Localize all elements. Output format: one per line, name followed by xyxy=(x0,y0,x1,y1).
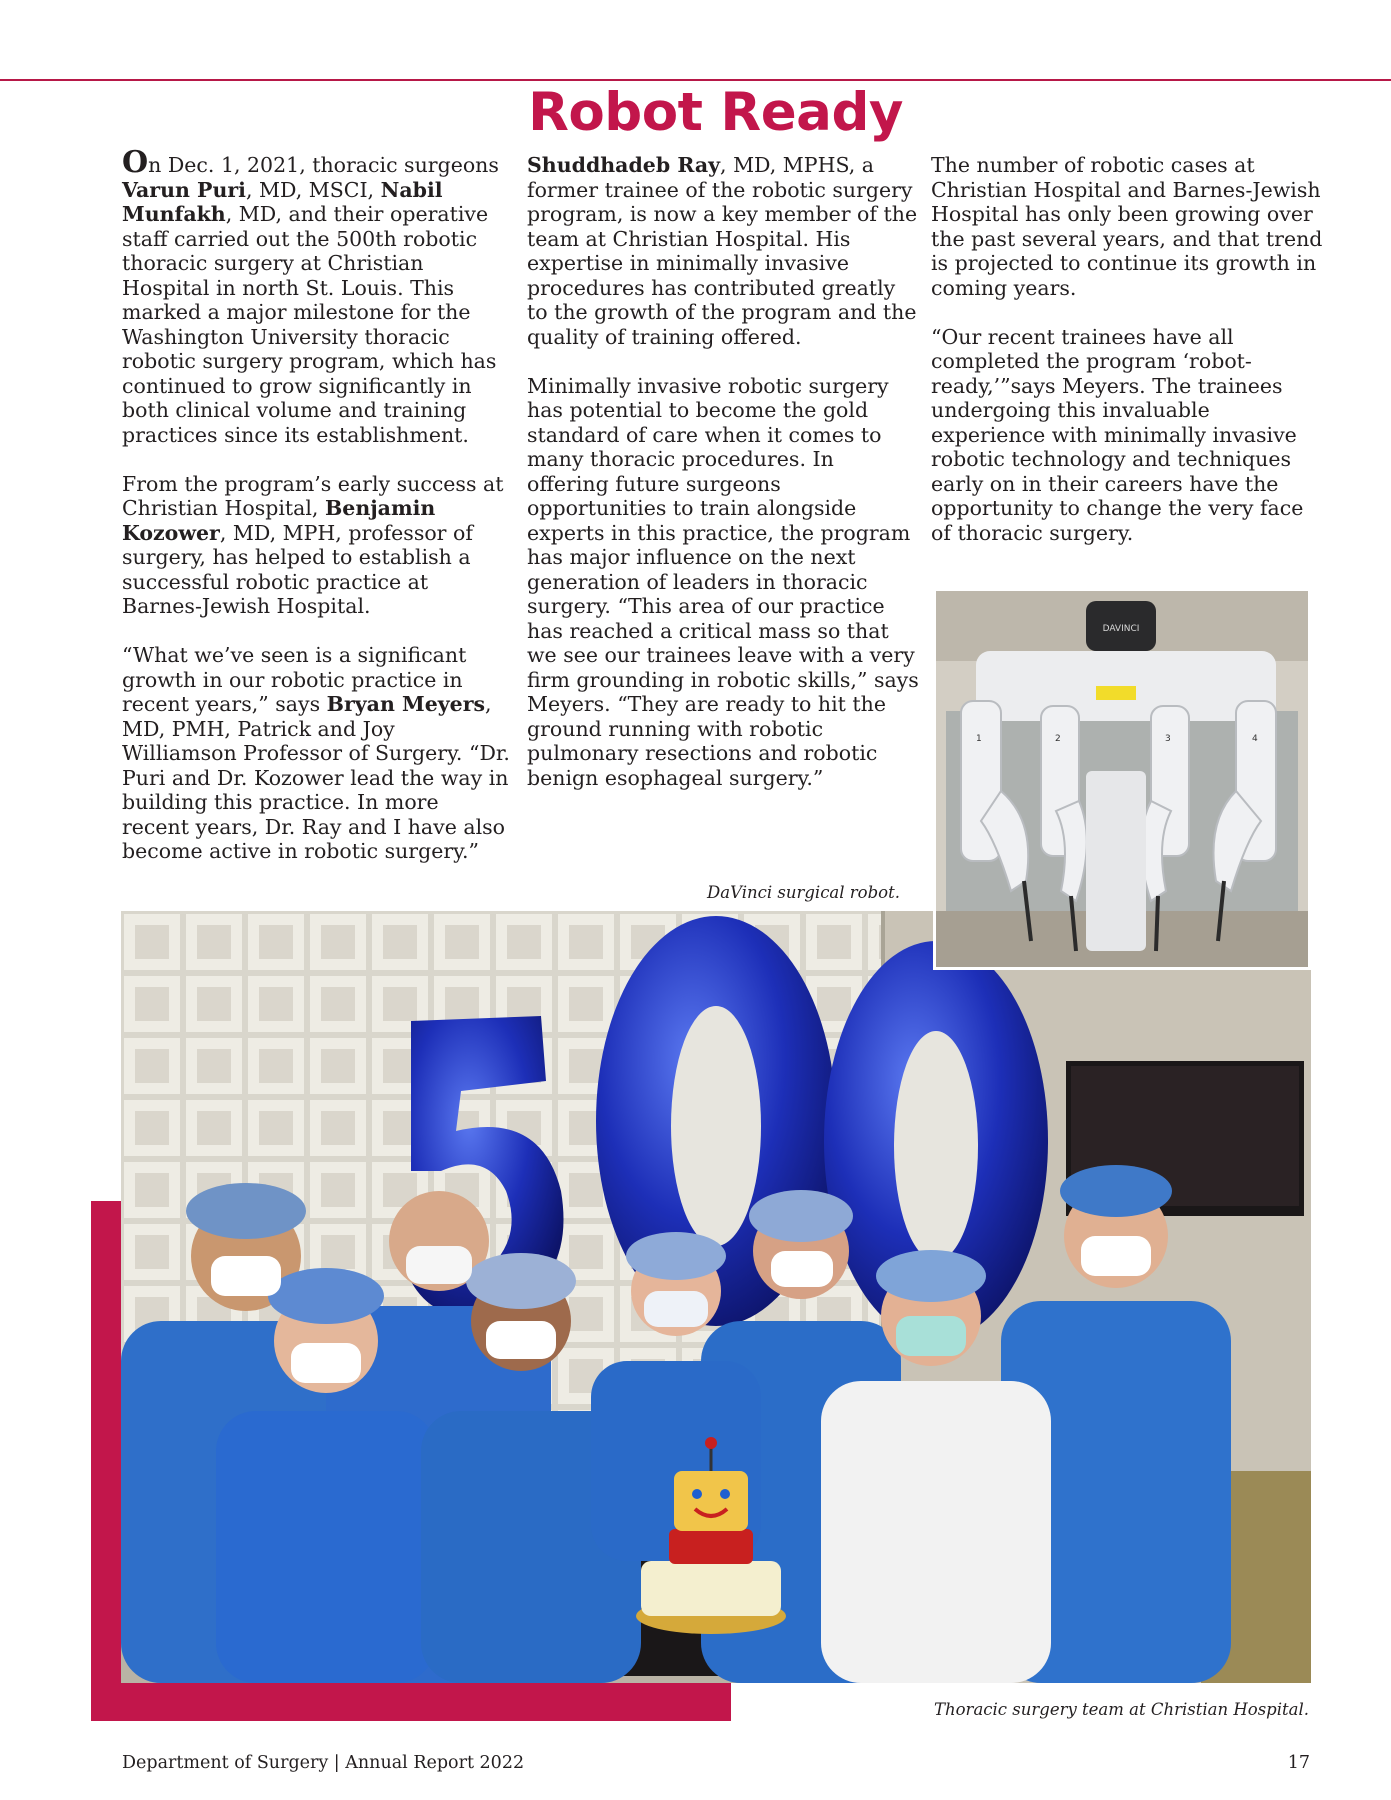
col3-paragraph-2: “Our recent trainees have all completed the program ‘robot-ready,’”says Meyers. The trainees undergoing this invaluable experience with minimally invasive robotic technology and techniques early on in their careers have the opportunity to change the very face of thoracic surgery. xyxy=(931,324,1304,545)
col2-paragraph-1: Shuddhadeb Ray, MD, MPHS, a former trainee of the robotic surgery program, is now a key member of the team at Christian Hospital. His expertise in minimally invasive procedures has contributed greatly to the growth of the program and the quality of training offered. xyxy=(527,153,918,349)
team-photo xyxy=(121,911,1311,1683)
col1-paragraph-2: From the program’s early success at Christian Hospital, Benjamin Kozower, MD, MPH, professor of surgery, has helped to establish a successful robotic practice at Barnes-Jewish Hospital. xyxy=(122,471,504,618)
robot-brand-label: DAVINCI xyxy=(1102,624,1140,634)
top-rule xyxy=(0,79,1391,81)
footer-publication: Department of Surgery | Annual Report 2022 xyxy=(122,1753,525,1773)
robot-arm-3: 3 xyxy=(1165,734,1171,744)
col3-paragraph-1: The number of robotic cases at Christian Hospital and Barnes-Jewish Hospital has only been growing over the past several years, and that trend is projected to continue its growth in coming years. xyxy=(931,153,1323,300)
robot-arm-2: 2 xyxy=(1055,734,1061,744)
davinci-robot-photo xyxy=(933,588,1311,970)
col2-paragraph-2: Minimally invasive robotic surgery has potential to become the gold standard of care when it comes to many thoracic procedures. In offering future surgeons opportunities to train alongside experts in this practice, the program has major influence on the next generation of leaders in thoracic surgery. “This area of our practice has reached a critical mass so that we see our trainees leave with a very firm grounding in robotic skills,” says Meyers. “They are ready to hit the ground running with robotic pulmonary resections and robotic benign esophageal surgery.” xyxy=(527,373,919,790)
name-shuddhadeb-ray: Shuddhadeb Ray xyxy=(527,153,721,177)
col1-paragraph-1: On Dec. 1, 2021, thoracic surgeons Varun Puri, MD, MSCI, Nabil Munfakh, MD, and their operative staff carried out the 500th robotic thoracic surgery at Christian Hospital in north St. Louis. This marked a major milestone for the Washington University thoracic robotic surgery program, which has continued to grow significantly in both clinical volume and training practices since its establishment. xyxy=(122,145,499,447)
page-headline: Robot Ready xyxy=(528,82,903,143)
name-benjamin-kozower: Benjamin Kozower xyxy=(122,496,436,545)
team-caption: Thoracic surgery team at Christian Hospital. xyxy=(933,1700,1309,1719)
col1-paragraph-3: “What we’ve seen is a significant growth in our robotic practice in recent years,” says Bryan Meyers, MD, PMH, Patrick and Joy Williamson Professor of Surgery. “Dr. Puri and Dr. Kozower lead the way in building this practice. In more recent years, Dr. Ray and I have also become active in robotic surgery.” xyxy=(122,643,510,863)
robot-caption: DaVinci surgical robot. xyxy=(707,883,900,902)
column-3 xyxy=(931,153,1327,570)
name-varun-puri: Varun Puri xyxy=(122,177,246,202)
name-bryan-meyers: Bryan Meyers xyxy=(326,692,486,716)
drop-cap: O xyxy=(122,145,149,180)
red-accent-bottom xyxy=(91,1683,731,1721)
column-2 xyxy=(527,153,919,815)
page-number: 17 xyxy=(1287,1753,1310,1773)
column-1 xyxy=(122,145,510,888)
robot-arm-4: 4 xyxy=(1252,734,1258,744)
name-nabil-munfakh: Nabil Munfakh xyxy=(122,177,443,226)
robot-arm-1: 1 xyxy=(976,734,982,744)
red-accent-bar xyxy=(91,1201,121,1721)
